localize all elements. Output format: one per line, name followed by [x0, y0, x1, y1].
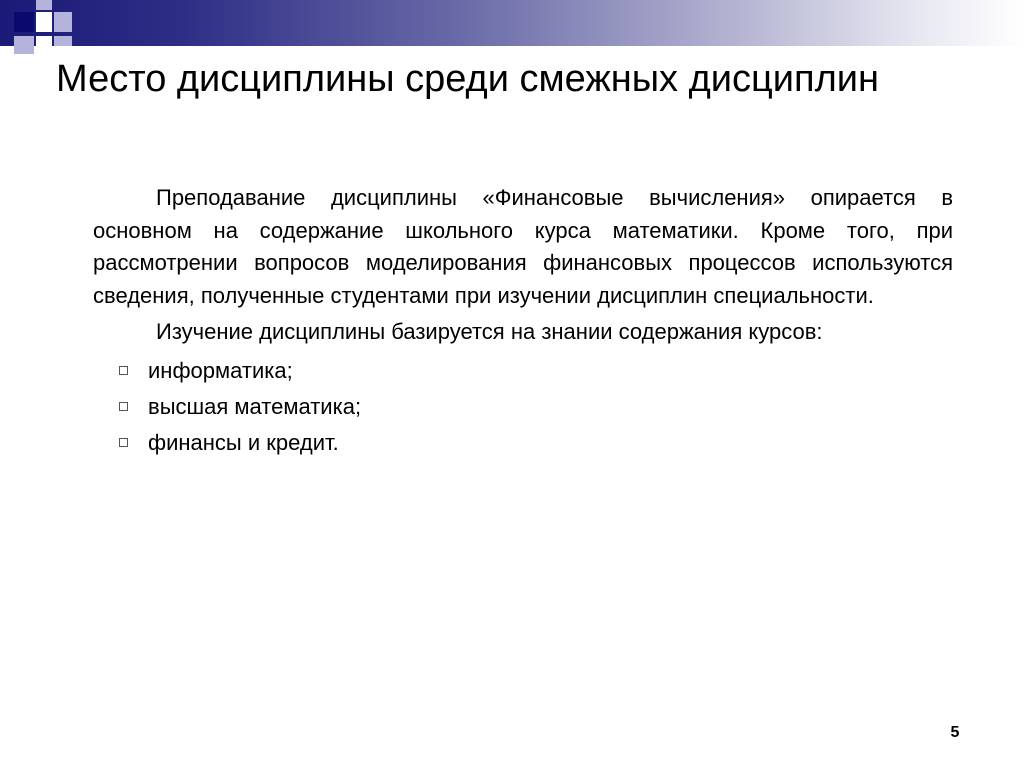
list-item-text: высшая математика;	[148, 393, 362, 419]
body-paragraph-intro: Изучение дисциплины базируется на знании содержания курсов:	[156, 319, 823, 344]
header-gradient-bar	[0, 0, 1024, 46]
slide-page-number: 5	[950, 724, 960, 741]
hollow-square-bullet-icon	[119, 366, 128, 375]
list-item	[93, 425, 953, 461]
list-item-text: финансы и кредит.	[148, 429, 339, 455]
list-item-text: информатика;	[148, 357, 293, 383]
hollow-square-bullet-icon	[119, 402, 128, 411]
decorative-square-lavender	[54, 36, 72, 46]
decorative-square-navy	[14, 12, 34, 32]
decorative-square-white	[36, 12, 52, 32]
hollow-square-bullet-icon	[119, 438, 128, 447]
slide-title: Место дисциплины среди смежных дисциплин	[56, 58, 879, 100]
decorative-square-white	[36, 36, 52, 54]
decorative-square-lavender	[54, 12, 72, 32]
list-item	[93, 389, 953, 425]
slide-body	[93, 182, 953, 461]
course-list	[93, 353, 953, 461]
decorative-square-lavender	[36, 0, 52, 10]
decorative-square-lavender	[14, 36, 34, 54]
body-paragraph: Преподавание дисциплины «Финансовые вычисления» опирается в основном на содержание школьного курса математики. Кроме того, при рассмотрении вопросов моделирования финансовых процессов используются сведения, полученные студентами при изучении дисциплин специальности.	[93, 185, 953, 308]
list-item	[93, 353, 953, 389]
